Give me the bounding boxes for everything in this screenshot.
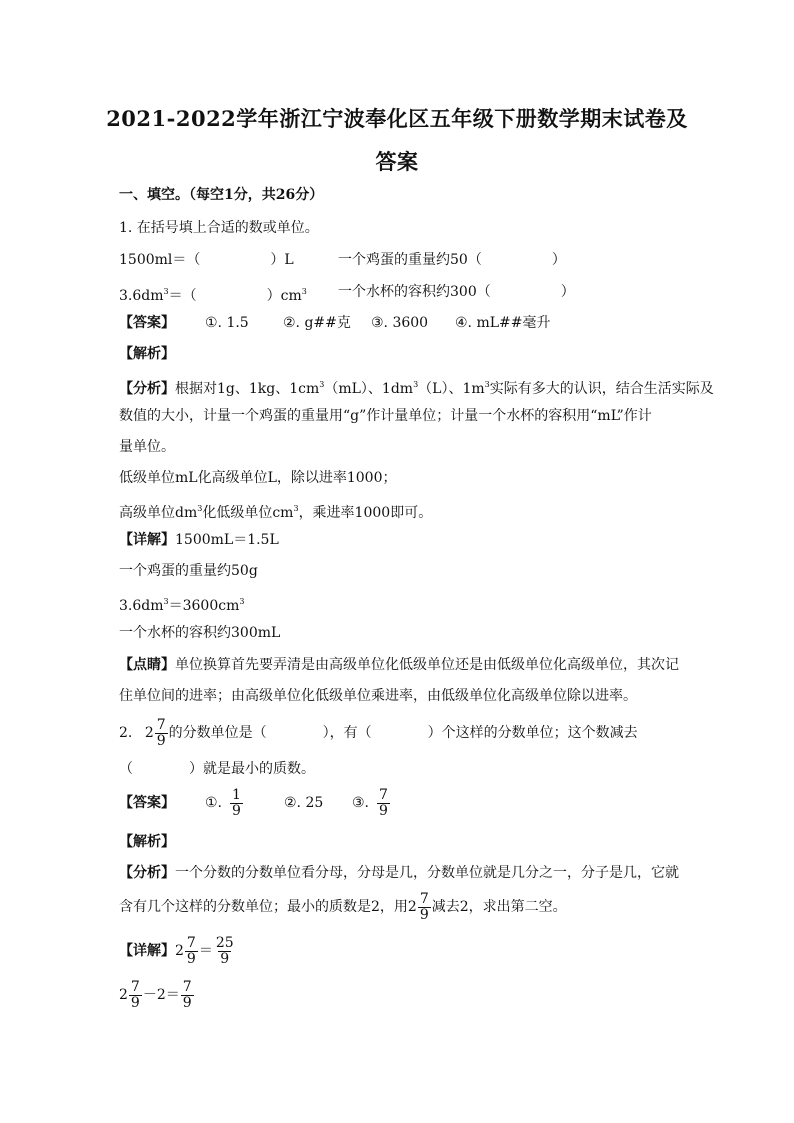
q2-stem-line1: 2. 2 $\frac{7}{9}$ 的分数单位是（ ），有（ ）个这样的分数单位；这个数减去 xyxy=(119,716,638,749)
page-title-line2: 答案 xyxy=(375,149,419,174)
page-title-line1: 2021-2022学年浙江宁波奉化区五年级下册数学期末试卷及 xyxy=(106,106,688,131)
q2-fraction: $\frac{7}{9}$ xyxy=(156,716,166,749)
q2-stem-line2: （ ）就是最小的质数。 xyxy=(119,761,315,777)
q2-detail-eq1: 【详解】2 $\frac{7}{9}$ ＝ $\frac{25}{9}$ xyxy=(119,934,234,967)
q1-fenxi-line2: 数值的大小，计量一个鸡蛋的重量用“g”作计量单位；计量一个水杯的容积用“mL”作计 xyxy=(119,408,652,424)
q1-blank-2: 一个鸡蛋的重量约50（ ） xyxy=(338,252,566,268)
q1-remark-line1: 【点睛】单位换算首先要弄清是由高级单位化低级单位还是由低级单位化高级单位，其次记 xyxy=(119,657,679,673)
q2-answer-3: ③. $\frac{7}{9}$ xyxy=(352,786,388,819)
q1-remark-line2: 住单位间的进率；由高级单位化低级单位乘进率，由低级单位化高级单位除以进率。 xyxy=(119,688,637,704)
q1-fenxi-line1: 【分析】根据对1g、1kg、$1cm^3(mL)$、$1dm^3(L)$、$1m^3$实际有多大的认识，结合生活实际及 xyxy=(119,380,714,397)
q1-answer-3: ③. 3600 xyxy=(371,315,429,331)
q1-answer-4: ④. mL##毫升 xyxy=(455,315,551,331)
q1-answer-1: ①. 1.5 xyxy=(205,315,249,331)
q2-fenxi-line1: 【分析】一个分数的分数单位看分母，分母是几，分数单位就是几分之一，分子是几，它就 xyxy=(119,865,679,881)
q1-blank-1: 1500ml＝（ ）L xyxy=(119,252,294,268)
answer-label: 【答案】 xyxy=(119,315,175,331)
answer-label: 【答案】 xyxy=(119,795,175,811)
q1-analysis-label: 【解析】 xyxy=(119,346,175,362)
q1-detail-3: $3.6dm^3=3600cm^3$ xyxy=(119,597,245,614)
q1-stem: 1. 在括号填上合适的数或单位。 xyxy=(119,220,319,236)
q2-answer-1: ①. $\frac{1}{9}$ xyxy=(205,786,241,819)
q1-detail-2: 一个鸡蛋的重量约50g xyxy=(119,563,258,579)
q2-detail-eq2: 2 $\frac{7}{9}$ －2＝ $\frac{7}{9}$ xyxy=(119,978,192,1011)
q1-detail-1: 【详解】1500mL＝1.5L xyxy=(119,532,279,548)
q1-rule-2: 高级单位$dm^3$化低级单位$cm^3$，乘进率1000即可。 xyxy=(119,504,433,521)
q2-analysis-label: 【解析】 xyxy=(119,834,175,850)
q2-fenxi-line2: 含有几个这样的分数单位；最小的质数是2，用2 $\frac{7}{9}$ 减去2，求出第二空。 xyxy=(119,890,567,923)
q1-blank-4: 一个水杯的容积约300（ ） xyxy=(338,284,575,300)
q1-detail-4: 一个水杯的容积约300mL xyxy=(119,625,281,641)
q1-blank-3: $3.6dm^3=$（ ）$cm^3$ xyxy=(119,287,307,304)
section-heading: 一、填空。（每空1分，共26分） xyxy=(119,187,324,203)
q1-fenxi-line3: 量单位。 xyxy=(119,439,175,455)
q1-rule-1: 低级单位mL化高级单位L，除以进率1000； xyxy=(119,470,397,486)
q1-answer-2: ②. g##克 xyxy=(283,315,351,331)
q2-answer-2: ②. 25 xyxy=(284,795,324,811)
